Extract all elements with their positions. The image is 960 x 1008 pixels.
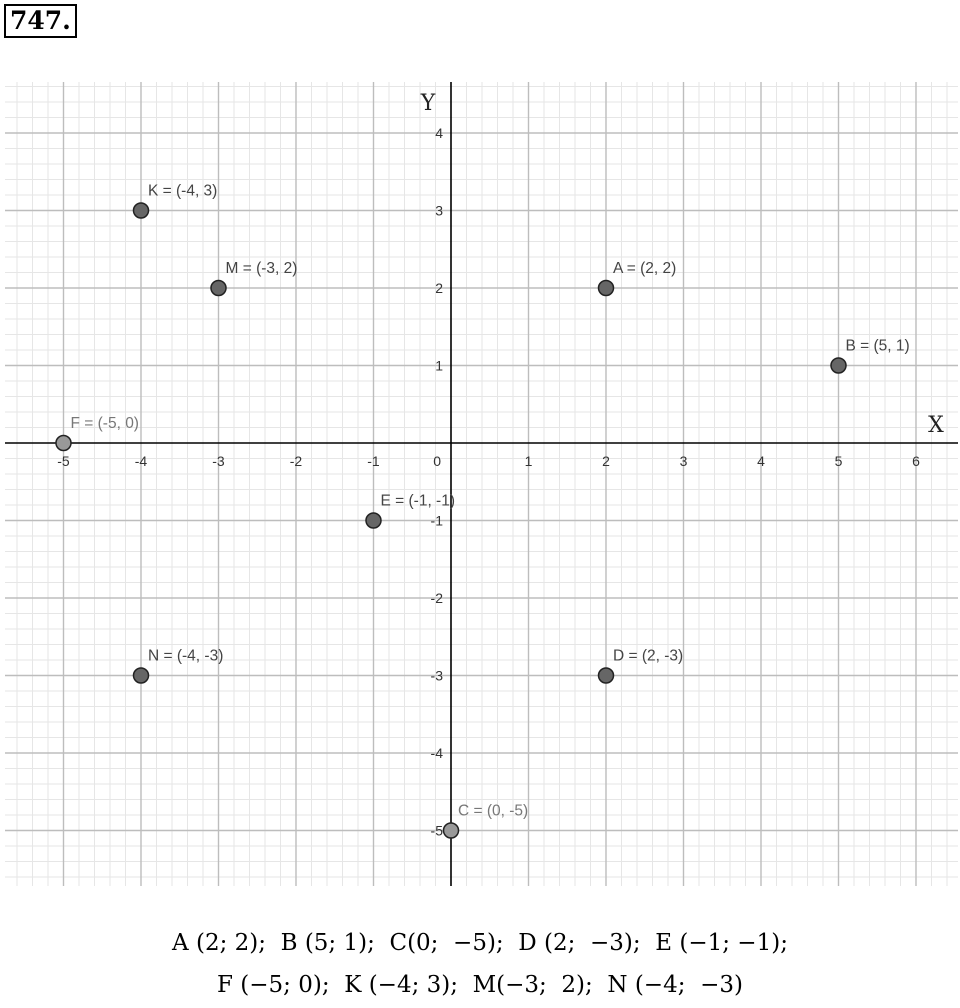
- x-tick-label: 4: [757, 453, 765, 469]
- point-label: B = (5, 1): [845, 337, 910, 355]
- y-tick-label: 4: [435, 125, 443, 141]
- point-marker: [134, 203, 149, 218]
- x-tick-label: -5: [57, 453, 70, 469]
- point-marker: [831, 358, 846, 373]
- y-tick-label: 2: [435, 280, 443, 296]
- tick-labels: [57, 125, 920, 839]
- point-label: N = (-4, -3): [148, 647, 224, 665]
- x-tick-label: 3: [679, 453, 688, 469]
- point: [599, 648, 684, 684]
- point-marker: [444, 823, 459, 838]
- origin-label: 0: [433, 453, 441, 469]
- caption-line-2: F (−5; 0); K (−4; 3); M(−3; 2); N (−4; −3): [217, 972, 743, 998]
- point: [831, 338, 910, 374]
- x-tick-label: -3: [212, 453, 225, 469]
- y-tick-label: -3: [430, 667, 443, 684]
- point-label: D = (2, -3): [613, 647, 684, 665]
- y-tick-label: 3: [435, 202, 443, 219]
- points: [56, 183, 910, 839]
- y-tick-label: 1: [435, 357, 443, 374]
- point-label: C = (0, -5): [458, 802, 529, 820]
- point: [56, 415, 139, 451]
- point-marker: [366, 513, 381, 528]
- point: [134, 183, 218, 219]
- axis-titles: [420, 91, 944, 438]
- minor-grid: [5, 82, 958, 886]
- point: [134, 648, 224, 684]
- point: [211, 260, 297, 296]
- problem-number: 747.: [4, 4, 77, 38]
- y-axis-label: Y: [420, 91, 436, 116]
- point-marker: [211, 281, 226, 296]
- point-marker: [56, 436, 71, 451]
- y-tick-label: -5: [430, 822, 443, 839]
- x-tick-label: -4: [134, 453, 148, 469]
- y-tick-label: -1: [430, 512, 443, 529]
- x-tick-label: 6: [912, 453, 920, 469]
- x-tick-label: -1: [367, 453, 380, 469]
- x-tick-label: 5: [834, 453, 843, 469]
- y-tick-label: -2: [430, 590, 443, 606]
- x-tick-label: -2: [289, 453, 303, 469]
- x-tick-label: 1: [524, 453, 533, 469]
- x-axis-label: X: [928, 413, 944, 438]
- point-label: K = (-4, 3): [148, 182, 218, 200]
- point-label: A = (2, 2): [613, 260, 677, 277]
- point-label: M = (-3, 2): [225, 260, 298, 277]
- point-label: F = (-5, 0): [70, 415, 139, 432]
- point-marker: [599, 281, 614, 296]
- point: [444, 803, 529, 839]
- caption-line-1: A (2; 2); B (5; 1); C(0; −5); D (2; −3); E (−1; −1);: [172, 930, 788, 956]
- point-marker: [134, 668, 149, 683]
- point-marker: [599, 668, 614, 683]
- x-tick-label: 2: [602, 453, 610, 469]
- y-tick-label: -4: [430, 745, 443, 761]
- point-label: E = (-1, -1): [380, 492, 456, 510]
